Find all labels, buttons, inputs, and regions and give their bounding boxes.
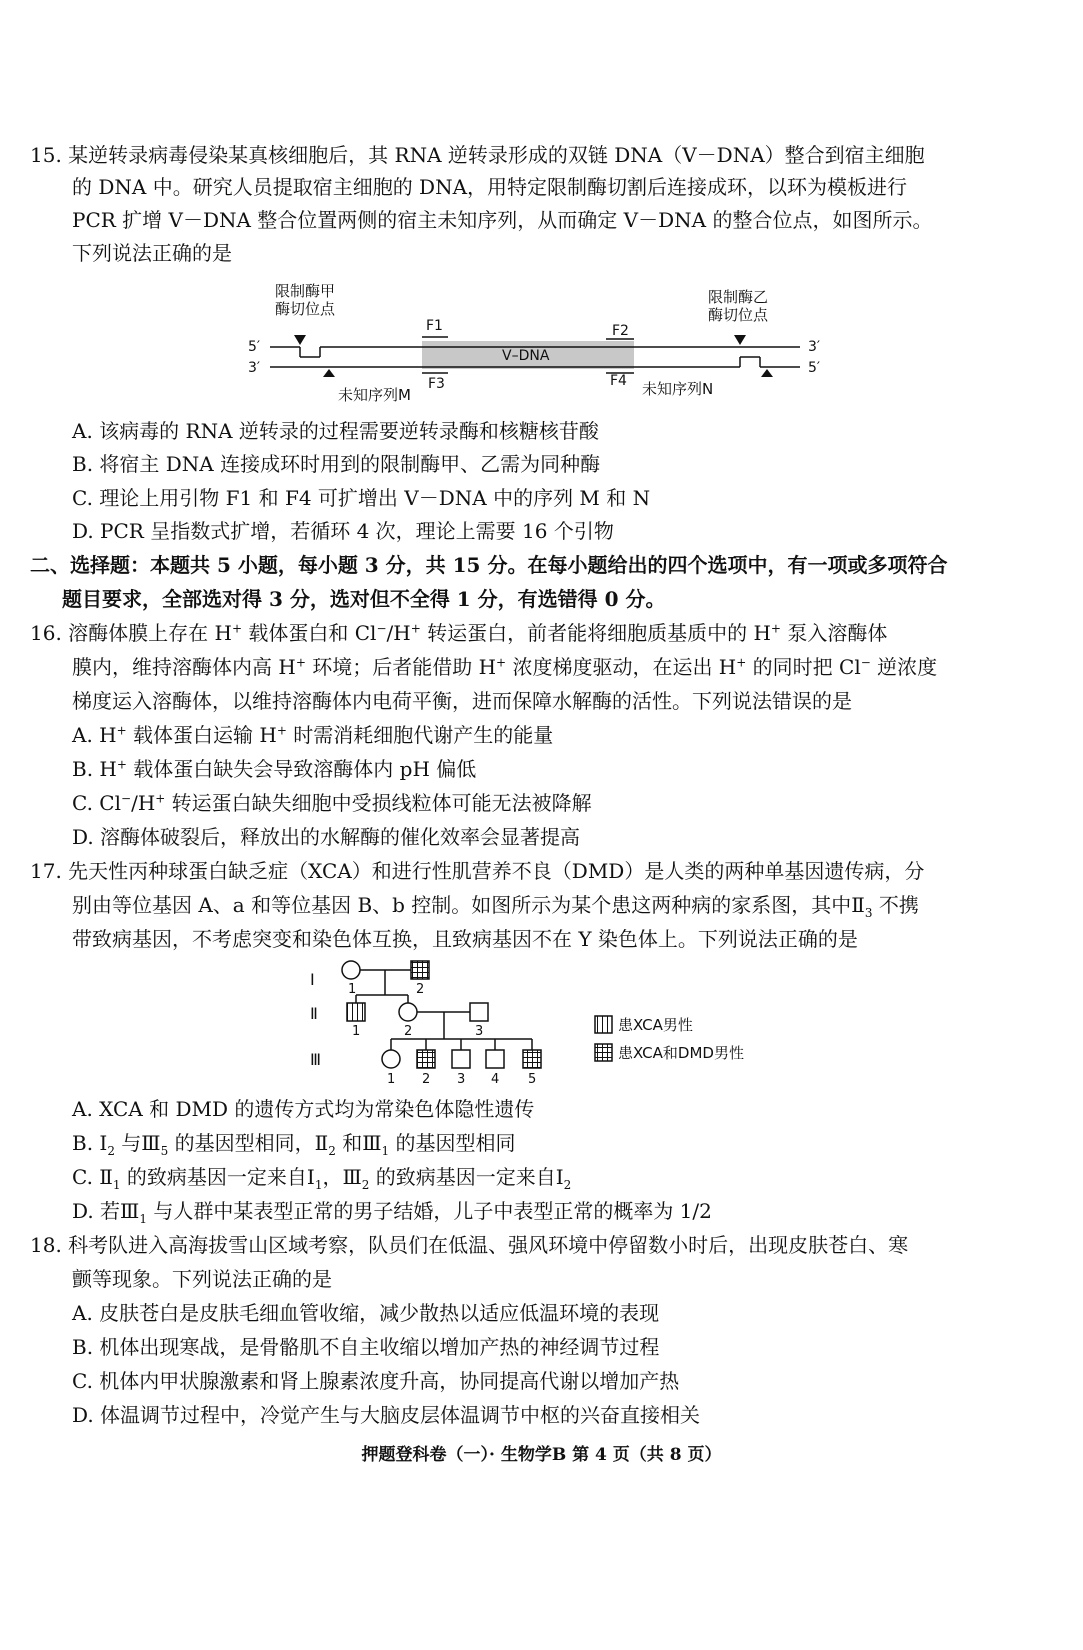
enzyme-b-label-2: 酶切位点 (708, 306, 769, 324)
pedigree-III2-male-xca-dmd (417, 1050, 435, 1068)
page-footer: 押题登科卷（一）· 生物学B 第 4 页（共 8 页） (361, 1445, 722, 1465)
pedigree-II1-number: 1 (352, 1024, 361, 1039)
q16-stem-line-2: 膜内，维持溶酶体内高 H+ 环境；后者能借助 H+ 浓度梯度驱动，在运出 H+ 的同时把 Cl− 逆浓度 (72, 655, 938, 679)
enzyme-b-site-marker-bottom (761, 369, 773, 377)
pedigree-III4-male (486, 1050, 504, 1068)
q18-stem-line-1: 18. 科考队进入高海拔雪山区域考察，队员们在低温、强风环境中停留数小时后，出现皮肤苍白、寒 (30, 1233, 909, 1257)
pedigree-III1-female (382, 1050, 400, 1068)
section2-heading-line-1: 二、选择题：本题共 5 小题，每小题 3 分，共 15 分。在每小题给出的四个选项中，有一项或多项符合 (30, 553, 948, 577)
q18-option-a: A. 皮肤苍白是皮肤毛细血管收缩，减少散热以适应低温环境的表现 (72, 1301, 660, 1325)
pedigree-chart (300, 955, 800, 1090)
pedigree-II2-female (399, 1003, 417, 1021)
pedigree-I1-number: 1 (348, 982, 357, 997)
pedigree-II3-number: 3 (475, 1024, 484, 1039)
q17-stem-line-1: 17. 先天性丙种球蛋白缺乏症（XCA）和进行性肌营养不良（DMD）是人类的两种单基因遗传病，分 (30, 859, 925, 883)
q16-option-a: A. H+ 载体蛋白运输 H+ 时需消耗细胞代谢产生的能量 (72, 723, 554, 747)
section2-heading-line-2: 题目要求，全部选对得 3 分，选对但不全得 1 分，有选错得 0 分。 (62, 587, 666, 611)
q15-stem-line-3: PCR 扩增 V－DNA 整合位置两侧的宿主未知序列，从而确定 V－DNA 的整合位点，如图所示。 (72, 208, 933, 232)
q17-option-b: B. $Ⅰ_2$ 与$Ⅲ_5$ 的基因型相同，$Ⅱ_2$ 和$Ⅲ_1$ 的基因型相同 (72, 1131, 516, 1158)
pedigree-I1-female (342, 961, 360, 979)
pedigree-II2-number: 2 (404, 1024, 413, 1039)
q15-option-b: B. 将宿主 DNA 连接成环时用到的限制酶甲、乙需为同种酶 (72, 452, 601, 476)
q18-stem-line-2: 颤等现象。下列说法正确的是 (72, 1267, 332, 1291)
label-3prime-top: 3′ (808, 339, 821, 355)
primer-f2-label: F2 (612, 323, 629, 339)
q17-option-a: A. XCA 和 DMD 的遗传方式均为常染色体隐性遗传 (72, 1097, 535, 1121)
q15-option-c: C. 理论上用引物 F1 和 F4 可扩增出 V－DNA 中的序列 M 和 N (72, 486, 651, 510)
pedigree-III5-male-xca-dmd (523, 1050, 541, 1068)
q15-stem-line-4: 下列说法正确的是 (72, 241, 232, 265)
label-5prime-bottom: 5′ (808, 360, 821, 376)
label-3prime-bottom: 3′ (248, 360, 261, 376)
pedigree-III3-male (452, 1050, 470, 1068)
vdna-figure (240, 278, 840, 408)
legend-both-swatch (595, 1044, 612, 1061)
pedigree-I2-male-xca-dmd (411, 961, 429, 979)
enzyme-b-site-marker (734, 335, 746, 345)
q15-option-a: A. 该病毒的 RNA 逆转录的过程需要逆转录酶和核糖核苷酸 (72, 419, 599, 443)
q16-option-d: D. 溶酶体破裂后，释放出的水解酶的催化效率会显著提高 (72, 825, 581, 849)
generation-1-label: Ⅰ (310, 970, 315, 989)
q15-stem-line-1: 15. 某逆转录病毒侵染某真核细胞后，其 RNA 逆转录形成的双链 DNA（V－DNA）整合到宿主细胞 (30, 143, 925, 167)
q16-stem-line-1: 16. 溶酶体膜上存在 H+ 载体蛋白和 Cl−/H+ 转运蛋白，前者能将细胞质基质中的 H+ 泵入溶酶体 (30, 621, 888, 645)
q15-option-d: D. PCR 呈指数式扩增，若循环 4 次，理论上需要 16 个引物 (72, 519, 614, 543)
enzyme-a-label-1: 限制酶甲 (275, 282, 336, 300)
q18-option-c: C. 机体内甲状腺激素和肾上腺素浓度升高，协同提高代谢以增加产热 (72, 1369, 680, 1393)
unknown-seq-n-label: 未知序列N (642, 380, 714, 398)
unknown-seq-m-label: 未知序列M (338, 386, 411, 404)
pedigree-III1-number: 1 (387, 1072, 396, 1087)
enzyme-b-label-1: 限制酶乙 (708, 288, 769, 306)
legend-xca-swatch (595, 1016, 612, 1033)
q16-option-c: C. Cl−/H+ 转运蛋白缺失细胞中受损线粒体可能无法被降解 (72, 791, 592, 815)
pedigree-III4-number: 4 (491, 1072, 500, 1087)
label-5prime-top: 5′ (248, 339, 261, 355)
pedigree-II1-male-xca (347, 1003, 365, 1021)
vdna-label: V–DNA (502, 348, 550, 364)
q17-stem-line-2: 别由等位基因 A、a 和等位基因 B、b 控制。如图所示为某个患这两种病的家系图，其中$Ⅱ_3$ 不携 (72, 893, 919, 920)
generation-2-label: Ⅱ (310, 1004, 318, 1023)
primer-f1-label: F1 (426, 318, 443, 334)
pedigree-II3-male (470, 1003, 488, 1021)
q18-option-b: B. 机体出现寒战，是骨骼肌不自主收缩以增加产热的神经调节过程 (72, 1335, 660, 1359)
primer-f3-label: F3 (428, 376, 445, 392)
q17-stem-line-3: 带致病基因，不考虑突变和染色体互换，且致病基因不在 Y 染色体上。下列说法正确的是 (72, 927, 858, 951)
enzyme-a-label-2: 酶切位点 (275, 300, 336, 318)
q15-stem-line-2: 的 DNA 中。研究人员提取宿主细胞的 DNA，用特定限制酶切割后连接成环，以环为模板进行 (72, 175, 908, 199)
legend-both-label: 患XCA和DMD男性 (618, 1044, 744, 1062)
pedigree-I2-number: 2 (416, 982, 425, 997)
q17-option-d: D. 若$Ⅲ_1$ 与人群中某表型正常的男子结婚，儿子中表型正常的概率为 1/2 (72, 1199, 712, 1226)
q18-option-d: D. 体温调节过程中，冷觉产生与大脑皮层体温调节中枢的兴奋直接相关 (72, 1403, 701, 1427)
legend-xca-label: 患XCA男性 (618, 1016, 693, 1034)
q16-option-b: B. H+ 载体蛋白缺失会导致溶酶体内 pH 偏低 (72, 757, 477, 781)
q17-option-c: C. $Ⅱ_1$ 的致病基因一定来自$Ⅰ_1$，$Ⅲ_2$ 的致病基因一定来自$Ⅰ_2$ (72, 1165, 572, 1192)
pedigree-III3-number: 3 (457, 1072, 466, 1087)
pedigree-III5-number: 5 (528, 1072, 537, 1087)
enzyme-a-site-marker-bottom (323, 369, 335, 377)
q16-stem-line-3: 梯度运入溶酶体，以维持溶酶体内电荷平衡，进而保障水解酶的活性。下列说法错误的是 (72, 689, 852, 713)
enzyme-a-site-marker (294, 335, 306, 345)
primer-f4-label: F4 (610, 373, 627, 389)
generation-3-label: Ⅲ (310, 1050, 322, 1069)
pedigree-III2-number: 2 (422, 1072, 431, 1087)
